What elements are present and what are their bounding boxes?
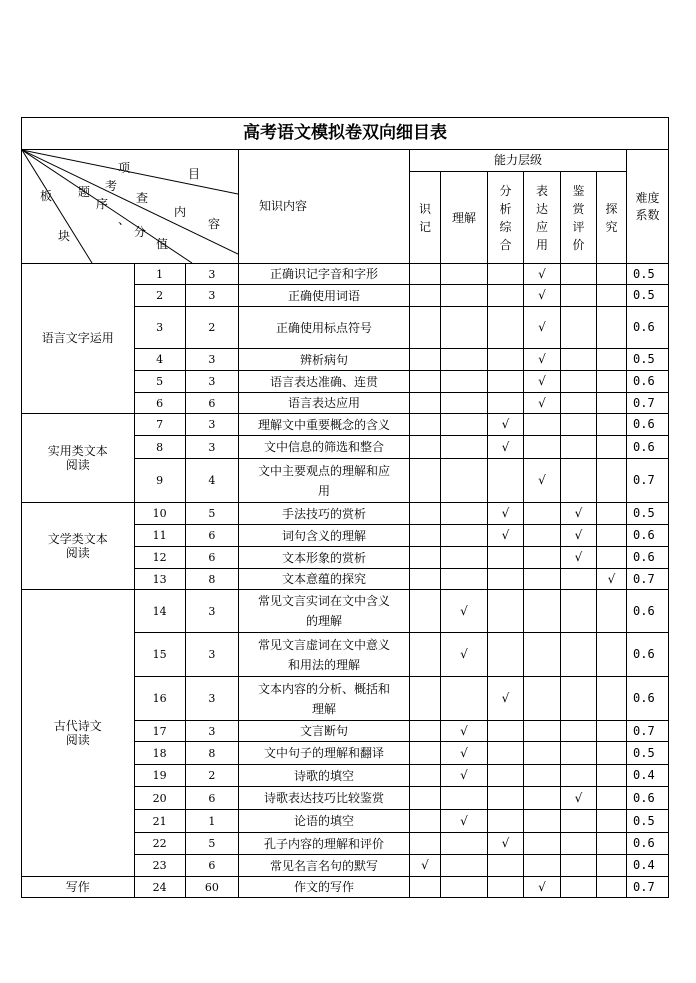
difficulty-value: 0.5 <box>627 810 669 833</box>
difficulty-value: 0.6 <box>627 787 669 810</box>
empty-cell <box>597 371 627 393</box>
empty-cell <box>597 742 627 765</box>
empty-cell <box>597 525 627 547</box>
level-header-4 <box>561 172 597 264</box>
knowledge-content: 文本内容的分析、概括和 理解 <box>239 677 410 721</box>
check-mark: √ <box>410 855 441 877</box>
check-mark: √ <box>441 721 488 742</box>
empty-cell <box>597 393 627 414</box>
empty-cell <box>597 590 627 633</box>
empty-cell <box>488 742 524 765</box>
level-header-label: 分 析 综 合 <box>499 183 512 252</box>
table-row <box>22 590 669 633</box>
difficulty-value: 0.4 <box>627 855 669 877</box>
difficulty-value: 0.5 <box>627 503 669 525</box>
question-number: 5 <box>134 371 185 393</box>
knowledge-content: 常见名言名句的默写 <box>239 855 410 877</box>
empty-cell <box>488 349 524 371</box>
empty-cell <box>561 349 597 371</box>
check-mark: √ <box>441 590 488 633</box>
diag-label-rong: 容 <box>208 217 221 231</box>
empty-cell <box>441 414 488 436</box>
question-score: 3 <box>185 264 238 285</box>
empty-cell <box>410 547 441 569</box>
empty-cell <box>597 677 627 721</box>
empty-cell <box>561 765 597 787</box>
check-mark: √ <box>597 569 627 590</box>
empty-cell <box>441 307 488 349</box>
empty-cell <box>561 833 597 855</box>
empty-cell <box>488 877 524 898</box>
diag-label-ban: 板 <box>40 189 53 203</box>
difficulty-value: 0.7 <box>627 459 669 503</box>
empty-cell <box>561 459 597 503</box>
difficulty-value: 0.6 <box>627 677 669 721</box>
diag-label-kuai: 块 <box>58 229 71 243</box>
section-name-label: 语言文字运用 <box>41 331 114 345</box>
question-number: 16 <box>134 677 185 721</box>
knowledge-content: 文中句子的理解和翻译 <box>239 742 410 765</box>
knowledge-content: 文中主要观点的理解和应 用 <box>239 459 410 503</box>
check-mark: √ <box>488 414 524 436</box>
check-mark: √ <box>441 742 488 765</box>
difficulty-value: 0.6 <box>627 590 669 633</box>
empty-cell <box>410 371 441 393</box>
empty-cell <box>561 436 597 459</box>
empty-cell <box>488 765 524 787</box>
section-name <box>22 877 135 898</box>
empty-cell <box>561 742 597 765</box>
question-score: 5 <box>185 503 238 525</box>
question-number: 15 <box>134 633 185 677</box>
difficulty-value: 0.5 <box>627 349 669 371</box>
empty-cell <box>441 436 488 459</box>
question-score: 6 <box>185 787 238 810</box>
question-number: 8 <box>134 436 185 459</box>
question-number: 21 <box>134 810 185 833</box>
difficulty-value: 0.6 <box>627 525 669 547</box>
check-mark: √ <box>561 525 597 547</box>
empty-cell <box>488 264 524 285</box>
empty-cell <box>410 877 441 898</box>
level-header-2 <box>488 172 524 264</box>
empty-cell <box>441 855 488 877</box>
empty-cell <box>524 833 561 855</box>
difficulty-value: 0.6 <box>627 547 669 569</box>
difficulty-value: 0.6 <box>627 436 669 459</box>
empty-cell <box>597 307 627 349</box>
knowledge-content: 诗歌的填空 <box>239 765 410 787</box>
section-name-label: 古代诗文 阅读 <box>53 718 102 747</box>
knowledge-content: 文中信息的筛选和整合 <box>239 436 410 459</box>
empty-cell <box>524 855 561 877</box>
check-mark: √ <box>441 633 488 677</box>
level-header-label: 识 记 <box>418 201 431 234</box>
empty-cell <box>597 810 627 833</box>
empty-cell <box>524 721 561 742</box>
empty-cell <box>561 371 597 393</box>
empty-cell <box>524 765 561 787</box>
empty-cell <box>441 547 488 569</box>
difficulty-value: 0.7 <box>627 721 669 742</box>
check-mark: √ <box>561 547 597 569</box>
empty-cell <box>410 677 441 721</box>
page-title: 高考语文模拟卷双向细目表 <box>22 118 669 150</box>
empty-cell <box>597 877 627 898</box>
difficulty-value: 0.5 <box>627 264 669 285</box>
question-number: 19 <box>134 765 185 787</box>
check-mark: √ <box>488 503 524 525</box>
diag-label-dun: 、 <box>118 213 131 227</box>
question-number: 20 <box>134 787 185 810</box>
question-score: 3 <box>185 721 238 742</box>
empty-cell <box>597 414 627 436</box>
table-row <box>22 414 669 436</box>
question-number: 24 <box>134 877 185 898</box>
empty-cell <box>597 765 627 787</box>
check-mark: √ <box>488 525 524 547</box>
knowledge-content: 论语的填空 <box>239 810 410 833</box>
diag-label-ti: 题 <box>78 185 91 199</box>
table-row <box>22 877 669 898</box>
question-number: 4 <box>134 349 185 371</box>
knowledge-content: 手法技巧的赏析 <box>239 503 410 525</box>
section-name-label: 文学类文本 阅读 <box>47 531 108 560</box>
knowledge-content: 理解文中重要概念的含义 <box>239 414 410 436</box>
empty-cell <box>441 787 488 810</box>
empty-cell <box>561 590 597 633</box>
empty-cell <box>410 436 441 459</box>
question-number: 7 <box>134 414 185 436</box>
empty-cell <box>597 264 627 285</box>
empty-cell <box>524 547 561 569</box>
question-number: 18 <box>134 742 185 765</box>
empty-cell <box>561 307 597 349</box>
knowledge-content: 正确识记字音和字形 <box>239 264 410 285</box>
level-header-1 <box>441 172 488 264</box>
empty-cell <box>441 503 488 525</box>
empty-cell <box>410 414 441 436</box>
level-header-label: 探 究 <box>605 201 618 234</box>
empty-cell <box>524 503 561 525</box>
check-mark: √ <box>524 371 561 393</box>
empty-cell <box>597 833 627 855</box>
question-score: 3 <box>185 633 238 677</box>
empty-cell <box>488 590 524 633</box>
ability-header: 能力层级 <box>410 150 627 172</box>
empty-cell <box>441 371 488 393</box>
empty-cell <box>524 525 561 547</box>
level-header-3 <box>524 172 561 264</box>
question-score: 3 <box>185 349 238 371</box>
diag-label-mu: 目 <box>188 167 201 181</box>
knowledge-content: 孔子内容的理解和评价 <box>239 833 410 855</box>
empty-cell <box>441 393 488 414</box>
check-mark: √ <box>488 436 524 459</box>
empty-cell <box>410 810 441 833</box>
question-score: 2 <box>185 765 238 787</box>
empty-cell <box>441 459 488 503</box>
empty-cell <box>561 393 597 414</box>
section-name-label: 写作 <box>65 879 90 894</box>
empty-cell <box>488 371 524 393</box>
empty-cell <box>488 285 524 307</box>
level-header-0 <box>410 172 441 264</box>
check-mark: √ <box>524 877 561 898</box>
check-mark: √ <box>488 677 524 721</box>
section-name <box>22 590 135 877</box>
empty-cell <box>410 525 441 547</box>
question-score: 8 <box>185 742 238 765</box>
knowledge-content: 文本意蕴的探究 <box>239 569 410 590</box>
empty-cell <box>410 307 441 349</box>
knowledge-header: 知识内容 <box>239 150 410 264</box>
empty-cell <box>410 503 441 525</box>
question-number: 13 <box>134 569 185 590</box>
empty-cell <box>488 459 524 503</box>
difficulty-value: 0.6 <box>627 833 669 855</box>
table-wrapper <box>21 117 669 898</box>
spec-table <box>21 117 669 898</box>
empty-cell <box>524 742 561 765</box>
empty-cell <box>561 414 597 436</box>
difficulty-value: 0.5 <box>627 742 669 765</box>
empty-cell <box>488 547 524 569</box>
empty-cell <box>561 285 597 307</box>
difficulty-header <box>627 150 669 264</box>
difficulty-header-label: 难度 系数 <box>635 190 660 222</box>
check-mark: √ <box>441 765 488 787</box>
question-score: 6 <box>185 393 238 414</box>
empty-cell <box>561 810 597 833</box>
empty-cell <box>524 569 561 590</box>
check-mark: √ <box>524 264 561 285</box>
check-mark: √ <box>441 810 488 833</box>
question-score: 6 <box>185 547 238 569</box>
difficulty-value: 0.6 <box>627 371 669 393</box>
difficulty-value: 0.5 <box>627 285 669 307</box>
question-score: 3 <box>185 590 238 633</box>
diag-label-cha: 查 <box>136 191 149 205</box>
empty-cell <box>410 833 441 855</box>
empty-cell <box>524 590 561 633</box>
empty-cell <box>410 633 441 677</box>
empty-cell <box>597 349 627 371</box>
question-score: 6 <box>185 855 238 877</box>
empty-cell <box>488 569 524 590</box>
empty-cell <box>524 810 561 833</box>
question-score: 5 <box>185 833 238 855</box>
empty-cell <box>597 855 627 877</box>
empty-cell <box>561 264 597 285</box>
question-number: 12 <box>134 547 185 569</box>
empty-cell <box>410 787 441 810</box>
knowledge-content: 正确使用标点符号 <box>239 307 410 349</box>
knowledge-content: 文本形象的赏析 <box>239 547 410 569</box>
check-mark: √ <box>524 393 561 414</box>
empty-cell <box>441 525 488 547</box>
knowledge-content: 常见文言实词在文中含义 的理解 <box>239 590 410 633</box>
empty-cell <box>488 721 524 742</box>
question-score: 4 <box>185 459 238 503</box>
difficulty-value: 0.6 <box>627 633 669 677</box>
empty-cell <box>561 721 597 742</box>
question-number: 23 <box>134 855 185 877</box>
empty-cell <box>488 855 524 877</box>
empty-cell <box>597 787 627 810</box>
question-score: 8 <box>185 569 238 590</box>
question-score: 3 <box>185 436 238 459</box>
difficulty-value: 0.4 <box>627 765 669 787</box>
empty-cell <box>410 285 441 307</box>
knowledge-content: 语言表达应用 <box>239 393 410 414</box>
check-mark: √ <box>488 833 524 855</box>
empty-cell <box>561 569 597 590</box>
check-mark: √ <box>524 349 561 371</box>
empty-cell <box>488 633 524 677</box>
table-row <box>22 264 669 285</box>
empty-cell <box>524 436 561 459</box>
section-name-label: 实用类文本 阅读 <box>47 443 108 472</box>
knowledge-content: 作文的写作 <box>239 877 410 898</box>
empty-cell <box>410 393 441 414</box>
section-name <box>22 414 135 503</box>
empty-cell <box>441 569 488 590</box>
level-header-label: 表 达 应 用 <box>535 183 548 252</box>
knowledge-content: 诗歌表达技巧比较鉴赏 <box>239 787 410 810</box>
knowledge-content: 正确使用词语 <box>239 285 410 307</box>
empty-cell <box>597 503 627 525</box>
question-score: 2 <box>185 307 238 349</box>
question-score: 6 <box>185 525 238 547</box>
question-number: 1 <box>134 264 185 285</box>
question-number: 10 <box>134 503 185 525</box>
empty-cell <box>441 833 488 855</box>
empty-cell <box>561 855 597 877</box>
empty-cell <box>597 436 627 459</box>
empty-cell <box>597 721 627 742</box>
knowledge-content: 常见文言虚词在文中意义 和用法的理解 <box>239 633 410 677</box>
diag-label-xiang: 项 <box>118 161 131 175</box>
question-number: 17 <box>134 721 185 742</box>
difficulty-value: 0.7 <box>627 569 669 590</box>
empty-cell <box>524 633 561 677</box>
check-mark: √ <box>524 285 561 307</box>
empty-cell <box>441 349 488 371</box>
empty-cell <box>561 633 597 677</box>
diag-label-fen: 分 <box>134 225 147 239</box>
difficulty-value: 0.7 <box>627 393 669 414</box>
empty-cell <box>410 264 441 285</box>
empty-cell <box>441 877 488 898</box>
question-number: 11 <box>134 525 185 547</box>
question-number: 14 <box>134 590 185 633</box>
question-score: 3 <box>185 677 238 721</box>
knowledge-content: 词句含义的理解 <box>239 525 410 547</box>
empty-cell <box>524 787 561 810</box>
level-header-label: 理解 <box>451 210 476 225</box>
knowledge-content: 语言表达准确、连贯 <box>239 371 410 393</box>
empty-cell <box>597 633 627 677</box>
section-name <box>22 264 135 414</box>
check-mark: √ <box>524 307 561 349</box>
question-number: 22 <box>134 833 185 855</box>
empty-cell <box>488 810 524 833</box>
question-score: 60 <box>185 877 238 898</box>
level-header-5 <box>597 172 627 264</box>
empty-cell <box>410 590 441 633</box>
empty-cell <box>488 787 524 810</box>
question-number: 6 <box>134 393 185 414</box>
empty-cell <box>597 285 627 307</box>
question-score: 3 <box>185 371 238 393</box>
empty-cell <box>561 877 597 898</box>
table-row <box>22 503 669 525</box>
empty-cell <box>597 547 627 569</box>
empty-cell <box>410 765 441 787</box>
empty-cell <box>441 677 488 721</box>
question-number: 9 <box>134 459 185 503</box>
empty-cell <box>410 721 441 742</box>
empty-cell <box>410 459 441 503</box>
empty-cell <box>597 459 627 503</box>
empty-cell <box>488 307 524 349</box>
check-mark: √ <box>524 459 561 503</box>
empty-cell <box>441 264 488 285</box>
level-header-label: 鉴 赏 评 价 <box>572 183 585 252</box>
diag-label-kao: 考 <box>105 179 118 193</box>
question-number: 3 <box>134 307 185 349</box>
question-score: 3 <box>185 414 238 436</box>
check-mark: √ <box>561 503 597 525</box>
empty-cell <box>410 742 441 765</box>
question-number: 2 <box>134 285 185 307</box>
empty-cell <box>524 677 561 721</box>
question-score: 1 <box>185 810 238 833</box>
empty-cell <box>524 414 561 436</box>
empty-cell <box>441 285 488 307</box>
diagonal-header <box>22 150 239 264</box>
difficulty-value: 0.6 <box>627 307 669 349</box>
section-name <box>22 503 135 590</box>
empty-cell <box>561 677 597 721</box>
empty-cell <box>410 349 441 371</box>
empty-cell <box>488 393 524 414</box>
question-score: 3 <box>185 285 238 307</box>
check-mark: √ <box>561 787 597 810</box>
diag-label-xu: 序 <box>96 197 109 211</box>
knowledge-content: 辨析病句 <box>239 349 410 371</box>
difficulty-value: 0.6 <box>627 414 669 436</box>
diag-label-zhi: 值 <box>156 237 169 251</box>
difficulty-value: 0.7 <box>627 877 669 898</box>
knowledge-content: 文言断句 <box>239 721 410 742</box>
empty-cell <box>410 569 441 590</box>
diag-label-nei: 内 <box>174 205 187 219</box>
